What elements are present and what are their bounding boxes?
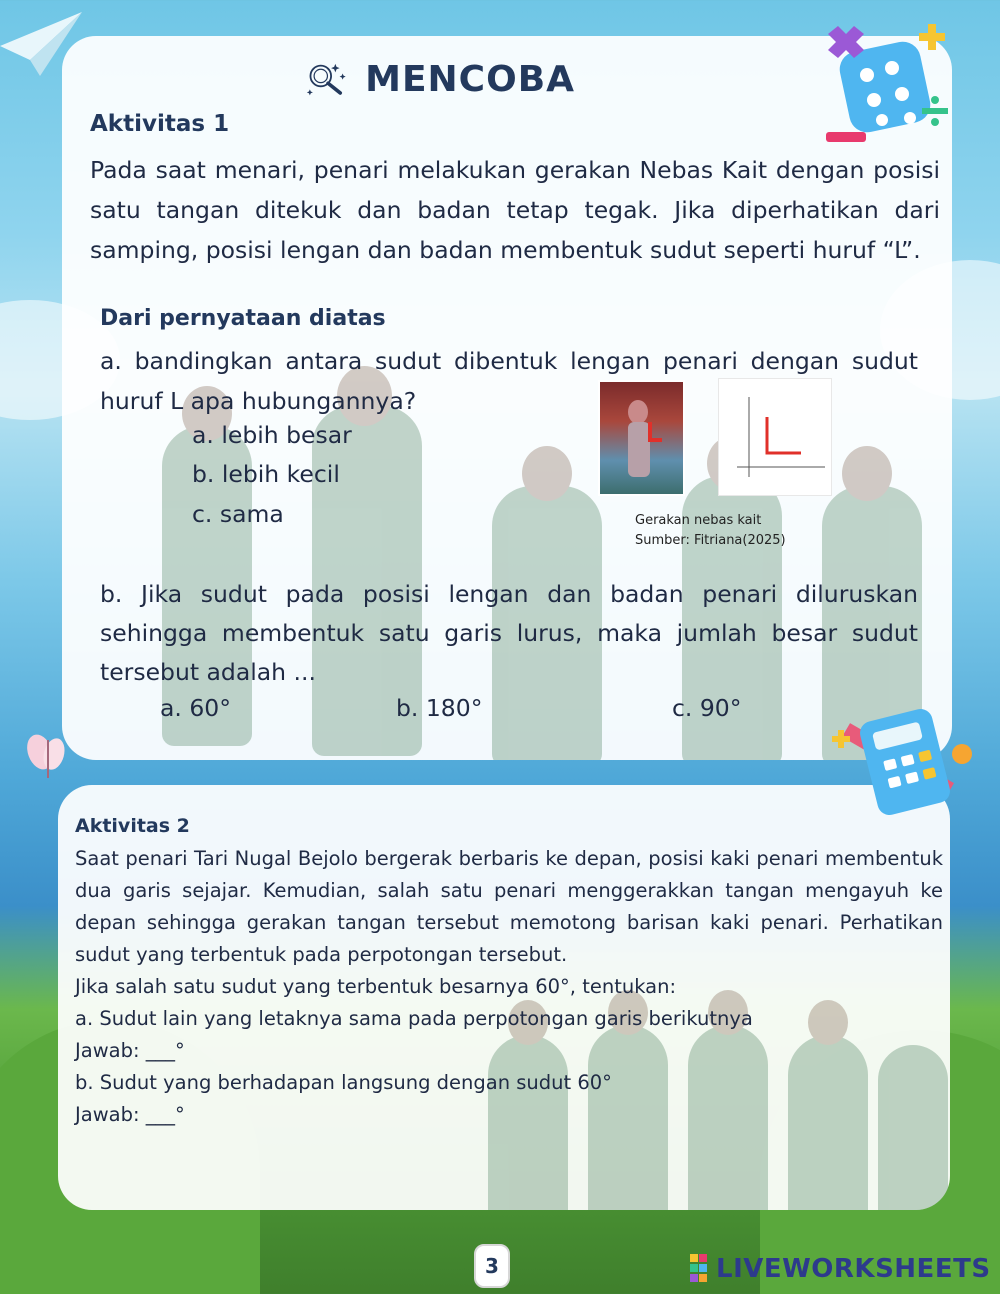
activity-2-answer-b[interactable]: Jawab: ___° [75,1103,185,1126]
question-b-option-b[interactable]: b. 180° [396,694,483,722]
activity-2-paragraph: Saat penari Tari Nugal Bejolo bergerak berbaris ke depan, posisi kaki penari membentuk dua garis sejajar. Kemudian, salah satu penari menggerakkan tangan mengayuh ke depan sehingga gerakan tangan tersebut memotong barisan kaki penari. Perhatikan sudut yang terbentuk pada perpotongan tersebut. [75,847,943,966]
question-b: b. Jika sudut pada posisi lengan dan badan penari diluruskan sehingga membentuk satu garis lurus, maka jumlah besar sudut tersebut adalah ... [100,580,918,686]
nebas-kait-photo [598,380,685,496]
activity-2-title: Aktivitas 2 [75,815,190,837]
dice-math-symbols-icon [822,20,952,150]
calculator-ruler-icon [828,700,978,830]
caption-source: Sumber: Fitriana(2025) [635,533,786,548]
activity-2-instruction: Jika salah satu sudut yang terbentuk besarnya 60°, tentukan: [75,975,677,998]
activity-2-answer-a[interactable]: Jawab: ___° [75,1039,185,1062]
question-a-option-a[interactable]: a. lebih besar [192,421,352,449]
magnifier-sparkle-icon [305,48,351,110]
question-a: a. bandingkan antara sudut dibentuk lengan penari dengan sudut huruf L apa hubungannya? [100,347,918,415]
question-a-option-b[interactable]: b. lebih kecil [192,460,340,488]
butterfly-icon [24,732,70,784]
page-number: 3 [474,1244,510,1288]
section-header [305,48,575,110]
liveworksheets-brand: LIVEWORKSHEETS [716,1254,991,1284]
activity-1-subtitle: Dari pernyataan diatas [100,306,386,331]
question-b-option-c[interactable]: c. 90° [672,694,742,722]
photo-caption [635,511,786,551]
activity-1-title: Aktivitas 1 [90,111,230,137]
activity-2-question-a: a. Sudut lain yang letaknya sama pada perpotongan garis berikutnya [75,1007,753,1030]
liveworksheets-logo-icon [690,1254,716,1284]
activity-1-paragraph: Pada saat menari, penari melakukan gerakan Nebas Kait dengan posisi satu tangan ditekuk dan badan tetap tegak. Jika diperhatikan dari samping, posisi lengan dan badan membentuk sudut seperti huruf “L”. [90,156,940,264]
question-b-option-a[interactable]: a. 60° [160,694,231,722]
liveworksheets-logo [690,1252,991,1286]
angle-l-diagram [718,378,832,496]
caption-title: Gerakan nebas kait [635,513,762,528]
activity-2-question-b: b. Sudut yang berhadapan langsung dengan sudut 60° [75,1071,612,1094]
page-title: MENCOBA [365,58,575,100]
question-a-option-c[interactable]: c. sama [192,500,284,528]
